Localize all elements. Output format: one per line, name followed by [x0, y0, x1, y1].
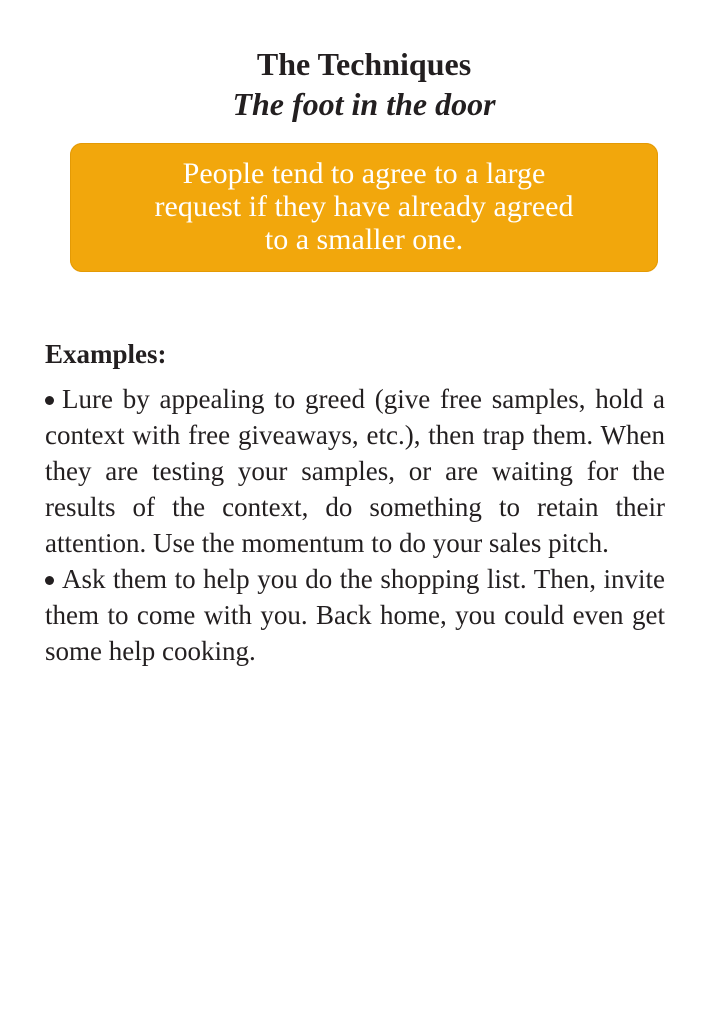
bullet-icon [45, 396, 54, 405]
example-text: Ask them to help you do the shopping list. Then, invite them to come with you. Back home, you could even get some help cooking. [45, 564, 665, 666]
examples-list [45, 381, 665, 669]
definition-callout [70, 143, 658, 272]
page-title: The Techniques [256, 46, 472, 82]
example-item [45, 381, 665, 561]
examples-heading: Examples: [45, 339, 167, 369]
example-item [45, 561, 665, 669]
page-subtitle: The foot in the door [232, 86, 496, 122]
bullet-icon [45, 576, 54, 585]
example-text: Lure by appealing to greed (give free samples, hold a context with free giveaways, etc.), then trap them. When they are testing your samples, or are waiting for the results of the context, do something to retain their attention. Use the momentum to do your sales pitch. [45, 384, 665, 558]
callout-text: People tend to agree to a large request if they have already agreed to a smaller one. [154, 157, 574, 256]
